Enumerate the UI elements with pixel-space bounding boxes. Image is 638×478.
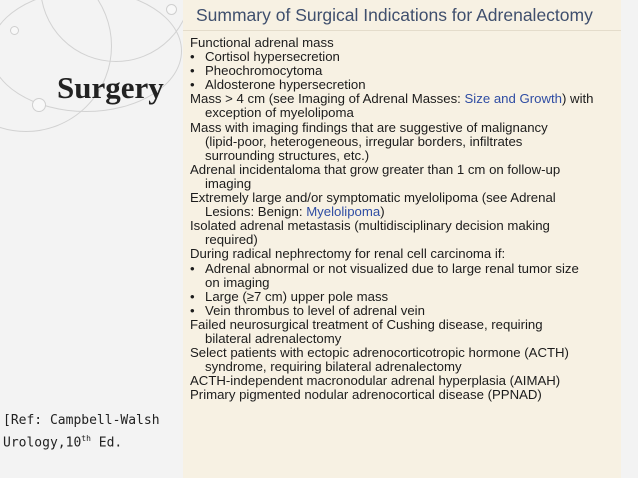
item-text: Pheochromocytoma: [205, 63, 323, 79]
item-text: Lesions: Benign:: [205, 204, 307, 220]
list-item: [190, 374, 618, 388]
list-item: [190, 219, 618, 233]
slide-title: Surgery: [57, 70, 164, 105]
item-text: Failed neurosurgical treatment of Cushing disease, requiring: [190, 316, 543, 332]
list-item: [190, 36, 618, 50]
bullet-item: [190, 304, 618, 318]
item-text: on imaging: [205, 274, 270, 290]
item-text: Mass > 4 cm (see Imaging of Adrenal Masses:: [190, 91, 465, 107]
item-text-suffix: ) with: [562, 91, 594, 107]
item-text: syndrome, requiring bilateral adrenalectomy: [205, 359, 462, 375]
item-text: ACTH-independent macronodular adrenal hyperplasia (AIMAH): [190, 373, 561, 389]
item-text-suffix: ): [380, 204, 385, 220]
table-title-bar: [183, 0, 621, 31]
indications-list: [190, 36, 618, 402]
reference-citation: [3, 412, 173, 452]
item-text: Cortisol hypersecretion: [205, 49, 340, 65]
item-text: Isolated adrenal metastasis (multidisciplinary decision making: [190, 218, 550, 234]
reference-line-1: [Ref: Campbell-Walsh: [3, 413, 160, 428]
item-text: Vein thrombus to level of adrenal vein: [205, 302, 425, 318]
item-text: Adrenal incidentaloma that grow greater than 1 cm on follow-up: [190, 161, 561, 177]
decorative-dot: [10, 26, 19, 35]
item-text: Functional adrenal mass: [190, 35, 334, 50]
list-item: [190, 276, 618, 290]
list-item: [190, 205, 618, 219]
item-text: (lipid-poor, heterogeneous, irregular borders, infiltrates: [205, 133, 523, 149]
bullet-item: [190, 290, 618, 304]
list-item: [190, 318, 618, 332]
list-item: [190, 121, 618, 135]
list-item: [190, 92, 618, 106]
cross-reference-link[interactable]: Myelolipoma: [306, 204, 381, 220]
list-item: [190, 163, 618, 177]
bullet-item: [190, 262, 618, 276]
reference-line-2: Urology,10th Ed.: [3, 434, 123, 451]
item-text: Extremely large and/or symptomatic myelolipoma (see Adrenal: [190, 190, 556, 206]
item-text: Select patients with ectopic adrenocorticotropic hormone (ACTH): [190, 345, 569, 361]
decorative-dot: [32, 98, 46, 112]
item-text: bilateral adrenalectomy: [205, 330, 342, 346]
table-title: Summary of Surgical Indications for Adrenalectomy: [196, 5, 593, 25]
item-text: Primary pigmented nodular adrenocortical disease (PPNAD): [190, 387, 542, 403]
list-item: [190, 346, 618, 360]
item-text: required): [205, 232, 258, 248]
item-text: Large (≥7 cm) upper pole mass: [205, 288, 389, 304]
list-item: [190, 106, 618, 120]
decorative-dot: [166, 4, 177, 15]
indications-table: [183, 0, 621, 478]
list-item: [190, 388, 618, 402]
list-item: [190, 233, 618, 247]
bullet-item: [190, 50, 618, 64]
item-text: Mass with imaging findings that are suggestive of malignancy: [190, 119, 548, 135]
bullet-item: [190, 78, 618, 92]
list-item: [190, 149, 618, 163]
item-text: Adrenal abnormal or not visualized due to large renal tumor size: [205, 260, 579, 276]
bullet-item: [190, 64, 618, 78]
list-item: [190, 177, 618, 191]
list-item: [190, 332, 618, 346]
list-item: [190, 191, 618, 205]
item-text: Aldosterone hypersecretion: [205, 77, 366, 93]
item-text: During radical nephrectomy for renal cell carcinoma if:: [190, 246, 506, 262]
list-item: [190, 360, 618, 374]
list-item: [190, 247, 618, 261]
list-item: [190, 135, 618, 149]
item-text: exception of myelolipoma: [205, 105, 354, 121]
item-text: surrounding structures, etc.): [205, 147, 370, 163]
cross-reference-link[interactable]: Size and Growth: [464, 91, 562, 107]
item-text: imaging: [205, 175, 252, 191]
